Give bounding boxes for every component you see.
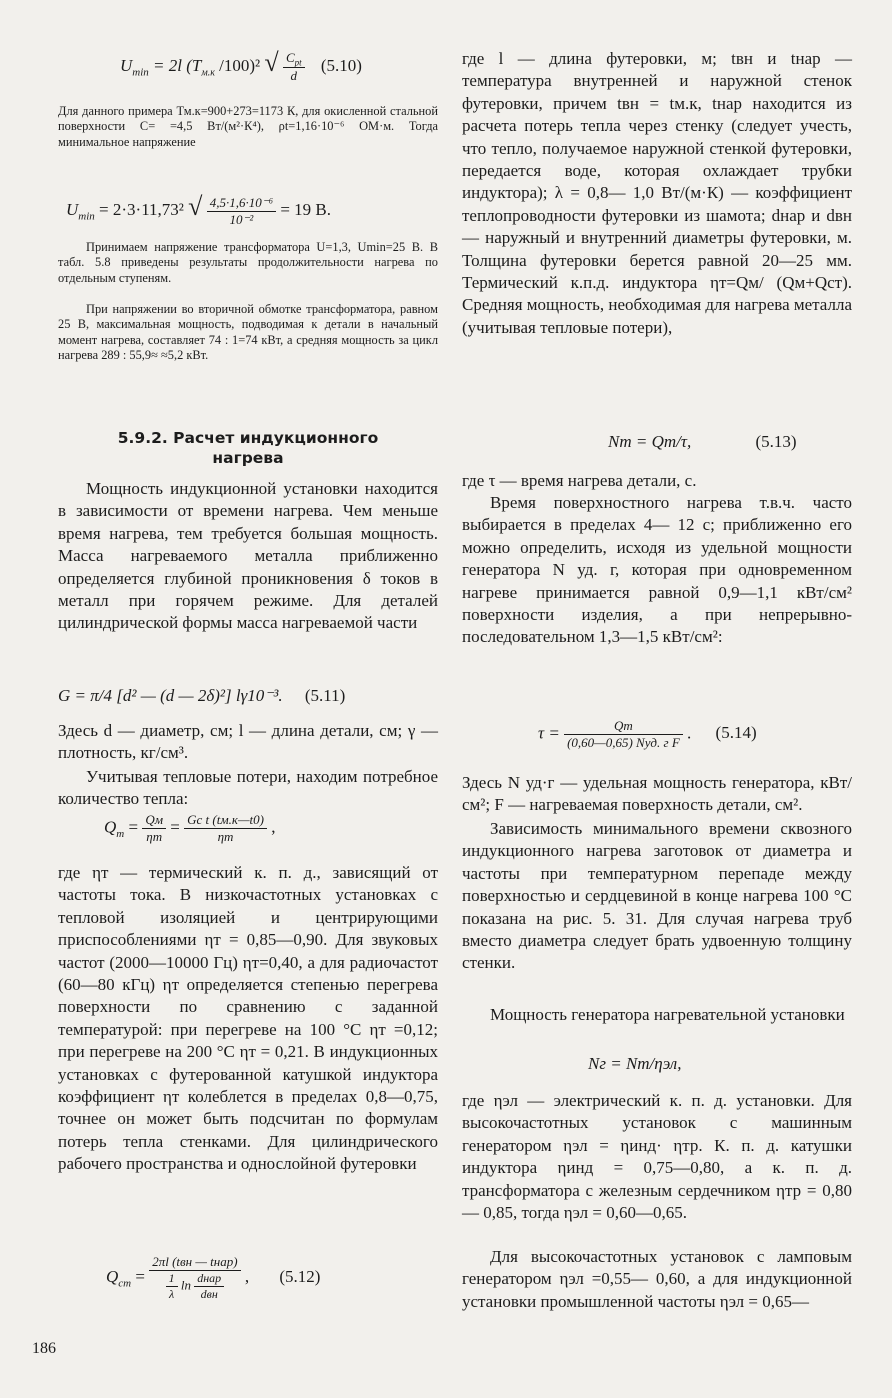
equation-umin: $U_{min} = 2\cdot 3\cdot 11,73^2$ √ $\frac{\text{4,5·1,6·10⁻⁶}}{\text{10⁻²}}$ = 19 В. (66, 192, 332, 227)
equation-5-12: $Q_{ст}$ = 2πl (tвн — tнар) $\frac{1}{\lambda}$ ln $\frac{\text{dнар}}{\text{dвн}}$ , (5.12) (106, 1254, 321, 1301)
fraction: $\frac{Qт}{\text{(0,60—0,65) Nуд. г F}}$ (564, 718, 683, 751)
fraction: $\frac{Qм}{\eta т}$ (142, 812, 166, 845)
paragraph: Здесь d — диаметр, см; l — длина детали, см; γ — плотность, кг/см³. (58, 721, 438, 763)
equation-5-11: G = π/4 [d² — (d — 2δ)²] lγ10⁻³. (5.11) (58, 686, 346, 705)
paragraph: Здесь N уд·г — удельная мощность генератора, кВт/см²; F — нагреваемая поверхность детали, см². (462, 773, 852, 815)
paragraph: где ηт — термический к. п. д., зависящий от частоты тока. В низкочастотных установках с тепловой изоляцией и центрирующими приспособлениями ηт = 0,85—0,90. Для звуковых частот (2000—10000 Гц) ηт=0,40, а для радиочастот (60—80 кГц) ηт определяется степенью перегрева поверхности по сравнению с заданной температурой: при перегреве на 100 °С ηт =0,12; при перегреве на 200 °С ηт = 0,21. В индукционных установках с футерованной катушкой индуктора коэффициент ηт колеблется в пределах 0,8—0,75, точнее он может быть подсчитан по формулам потерь тепла стенками. Для цилиндрического рабочего пространства и однослойной футеровки (58, 863, 438, 1174)
paragraph: При напряжении во вторичной обмотке трансформатора, равном 25 В, максимальная мощность, подводимая к детали в начальный момент нагрева, составляет 74 : 1=74 кВт, а средняя мощность за цикл нагрева 289 : 55,9≈ ≈5,2 кВт. (58, 302, 438, 363)
equation-5-14: τ = $\frac{Qт}{\text{(0,60—0,65) Nуд. г F}}$ . (5.14) (538, 718, 757, 750)
paragraph: Учитывая тепловые потери, находим потребное количество тепла: (58, 767, 438, 809)
fraction: $\frac{\text{Gc t (tм.к—t0)}}{\eta т}$ (184, 812, 267, 845)
paragraph: Время поверхностного нагрева т.в.ч. часто выбирается в пределах 4— 12 с; приближенно его можно определить, исходя из удельной мощности генератора N уд. г, которая при одновременном нагреве принимается равной 0,9—1,1 кВт/см² поверхности изделия, а при непрерывно-последовательном 1,3—1,5 кВт/см²: (462, 493, 852, 647)
paragraph: где l — длина футеровки, м; tвн и tнар — температура внутренней и наружной стенок футеровки, причем tвн = tм.к, tнар находится из расчета потерь тепла через стенку (следует учесть, что тепло, получаемое наружной стенкой футеровки, передается воде, которая охлаждает трубки индуктора); λ = 0,8— 1,0 Вт/(м·К) — коэффициент теплопроводности футеровки из шамота; dнар и dвн — наружный и внутренний диаметры футеровки, м. Толщина футеровки берется равной 20—25 мм. Термический к.п.д. индуктора ηт=Qм/ (Qм+Qст). Средняя мощность, необходимая для нагрева металла (учитывая тепловые потери), (462, 49, 853, 337)
equation-qt: $Q_т$ = $\frac{Qм}{\eta т}$ = $\frac{\text{Gc t (tм.к—t0)}}{\eta т}$ , (104, 812, 276, 844)
page-number: 186 (32, 1340, 56, 1357)
paragraph: Принимаем напряжение трансформатора U=1,3, Umin=25 В. В табл. 5.8 приведены результаты продолжительности нагрева по отдельным ступеням. (58, 240, 438, 285)
equation-ng: Nг = Nт/ηэл, (588, 1054, 682, 1073)
equation-5-10: $U_{min} = 2l$ ($T_{м.к}$ /100)² √ $\frac{C_{pt}}{d}$ (5.10) (120, 48, 362, 84)
equation-number: (5.10) (320, 56, 362, 75)
equation-number: (5.12) (279, 1266, 321, 1286)
equation-5-13: Nт = Qт/τ, (5.13) (608, 432, 797, 451)
paragraph: Мощность индукционной установки находится в зависимости от времени нагрева. Чем меньше время нагрева, тем требуется большая мощность. Масса нагреваемого металла приближенно определяется глубиной проникновения δ токов в металл при горячем режиме. Для деталей цилиндрической формы масса нагреваемой части (58, 479, 438, 633)
paragraph: Для высокочастотных установок с ламповым генератором ηэл =0,55— 0,60, а для индукционной установки промышленной частоты ηэл = 0,65— (462, 1247, 852, 1311)
paragraph: Зависимость минимального времени сквозного индукционного нагрева заготовок от диаметра и частоты при температурном перепаде между поверхностью и сердцевиной в конце нагрева 100 °С показана на рис. 5. 31. Для случая нагрева труб вместо диаметра следует брать удвоенную толщину стенки. (462, 819, 852, 973)
paragraph: где τ — время нагрева детали, с. (462, 471, 697, 490)
sqrt-fraction: $\frac{\text{4,5·1,6·10⁻⁶}}{\text{10⁻²}}$ (207, 195, 276, 228)
equation-number: (5.11) (304, 686, 346, 705)
section-title: 5.9.2. Расчет индукционного нагрева (117, 429, 379, 467)
sqrt-fraction: $\frac{C_{pt}}{d}$ (283, 50, 305, 85)
fraction: 2πl (tвн — tнар) $\frac{1}{\lambda}$ ln $\frac{\text{dнар}}{\text{dвн}}$ (149, 1254, 240, 1302)
paragraph: Для данного примера Тм.к=900+273=1173 К, для окисленной стальной поверхности С= =4,5 Вт/(м²·К⁴), ρt=1,16·10⁻⁶ ОМ·м. Тогда минимальное напряжение (58, 104, 438, 149)
paragraph: где ηэл — электрический к. п. д. установки. Для высокочастотных установок с машинным генератором ηэл = ηинд· ηтр. К. п. д. катушки индуктора ηинд = 0,75—0,80, а к. п. д. трансформатора с железным сердечником ηтр = 0,80— 0,85, тогда ηэл = 0,60—0,65. (462, 1091, 852, 1223)
paragraph: Мощность генератора нагревательной установки (490, 1005, 845, 1024)
equation-number: (5.14) (715, 723, 757, 743)
equation-number: (5.13) (755, 432, 797, 451)
